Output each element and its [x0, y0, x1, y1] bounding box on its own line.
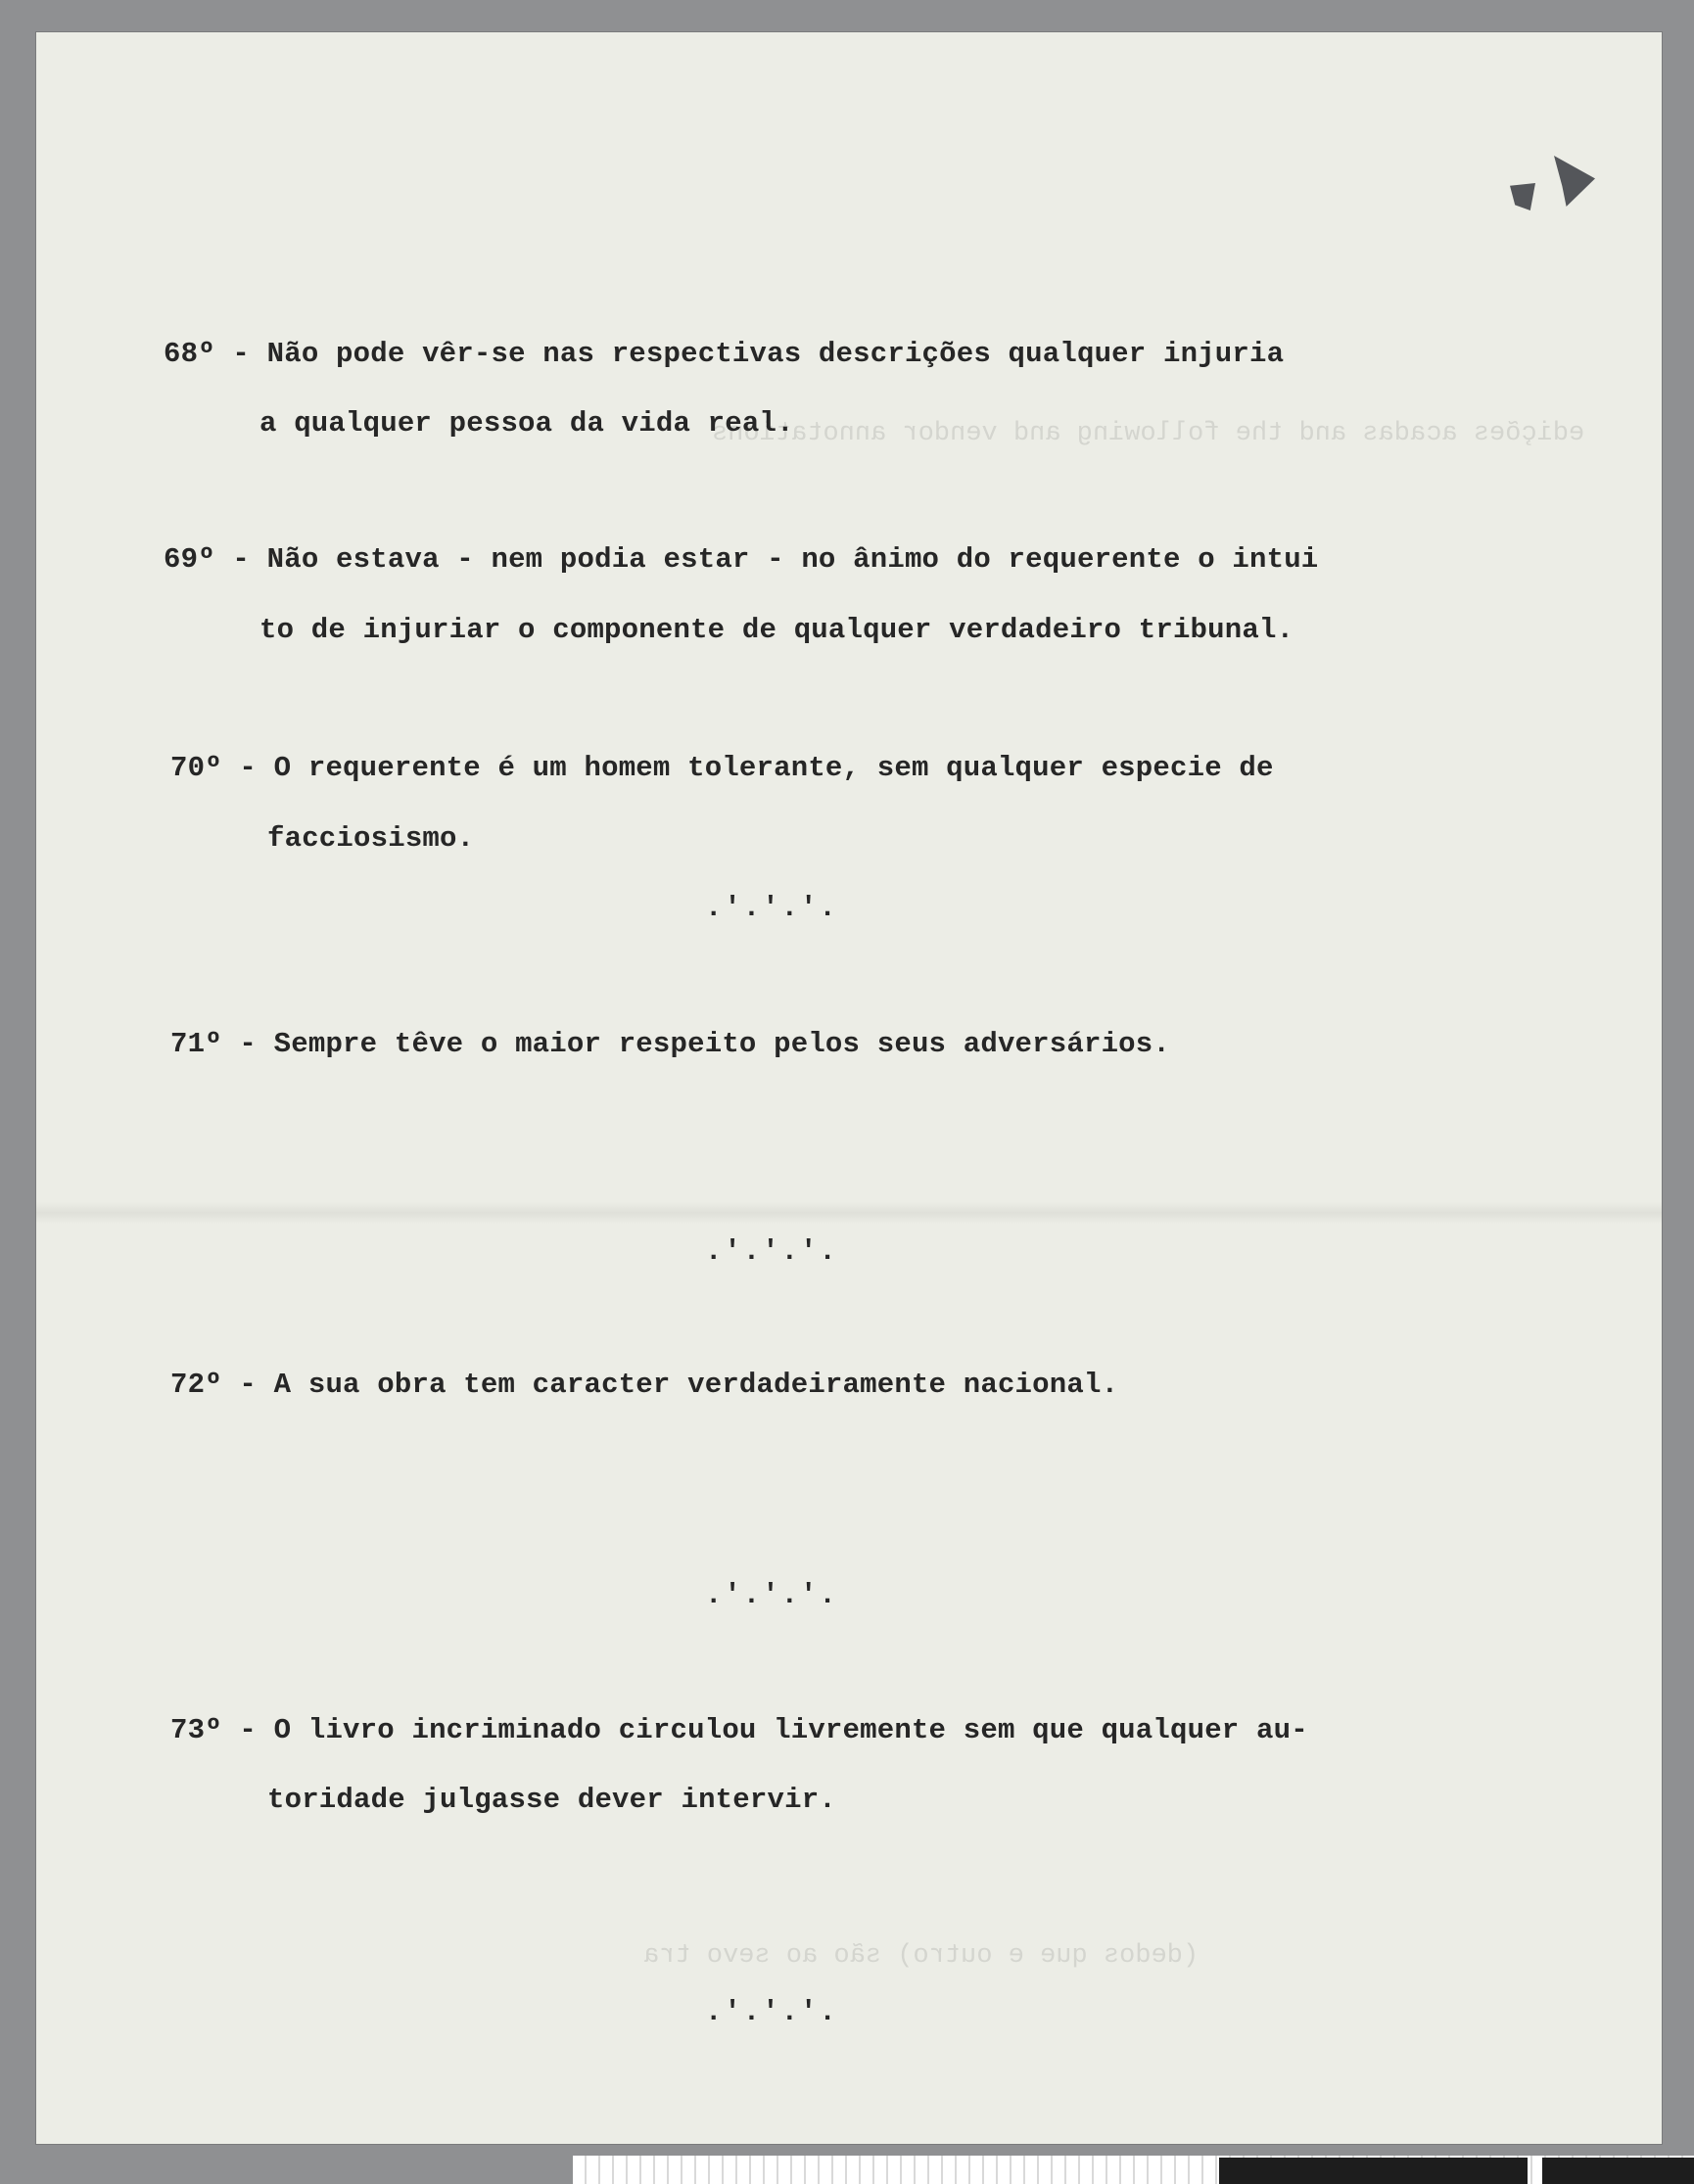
separator: .'.'.'. [705, 1235, 838, 1268]
paragraph-text: Não pode vêr-se nas respectivas descrições qualquer injuria [266, 338, 1285, 370]
paragraph-73-line1 [170, 1714, 1308, 1746]
paragraph-text: A sua obra tem caracter verdadeiramente nacional. [273, 1369, 1119, 1401]
paragraph-70-line1 [170, 752, 1274, 784]
separator: .'.'.'. [705, 1996, 838, 2028]
paragraph-text: O livro incriminado circulou livremente sem que qualquer au- [273, 1714, 1308, 1746]
paragraph-text: O requerente é um homem tolerante, sem qualquer especie de [273, 752, 1274, 784]
paragraph-68-line1 [164, 338, 1284, 370]
paragraph-69-line2: to de injuriar o componente de qualquer verdadeiro tribunal. [259, 614, 1294, 646]
paragraph-72-line1 [170, 1369, 1118, 1401]
paragraph-dash: - [239, 1369, 258, 1401]
show-through-text: edições acadas and the following and vendor annotations [712, 419, 1585, 448]
scale-ruler-dark-segment [1542, 2158, 1694, 2184]
paragraph-number: 69º [164, 543, 215, 576]
paragraph-number: 71º [170, 1028, 222, 1060]
paragraph-text: Não estava - nem podia estar - no ânimo do requerente o intui [266, 543, 1319, 576]
paragraph-number: 72º [170, 1369, 222, 1401]
paragraph-dash: - [239, 752, 258, 784]
paragraph-70-line2: facciosismo. [267, 822, 475, 855]
paragraph-69-line1 [164, 543, 1318, 576]
paragraph-number: 70º [170, 752, 222, 784]
paragraph-dash: - [232, 543, 251, 576]
paragraph-dash: - [232, 338, 251, 370]
scale-ruler-dark-segment [1219, 2158, 1528, 2184]
separator: .'.'.'. [705, 1579, 838, 1611]
paragraph-number: 68º [164, 338, 215, 370]
document-page [36, 32, 1662, 2144]
paragraph-73-line2: toridade julgasse dever intervir. [267, 1784, 836, 1816]
paragraph-text: Sempre têve o maior respeito pelos seus adversários. [273, 1028, 1170, 1060]
paragraph-68-line2: a qualquer pessoa da vida real. [259, 407, 794, 440]
punched-hole [1554, 156, 1595, 207]
paragraph-dash: - [239, 1714, 258, 1746]
punched-hole [1510, 183, 1535, 210]
separator: .'.'.'. [705, 892, 838, 924]
paragraph-number: 73º [170, 1714, 222, 1746]
show-through-text: (dedos que e outro) são ao sevo tra [643, 1941, 1200, 1971]
paragraph-71-line1 [170, 1028, 1170, 1060]
paragraph-dash: - [239, 1028, 258, 1060]
page-fold [36, 1202, 1662, 1224]
